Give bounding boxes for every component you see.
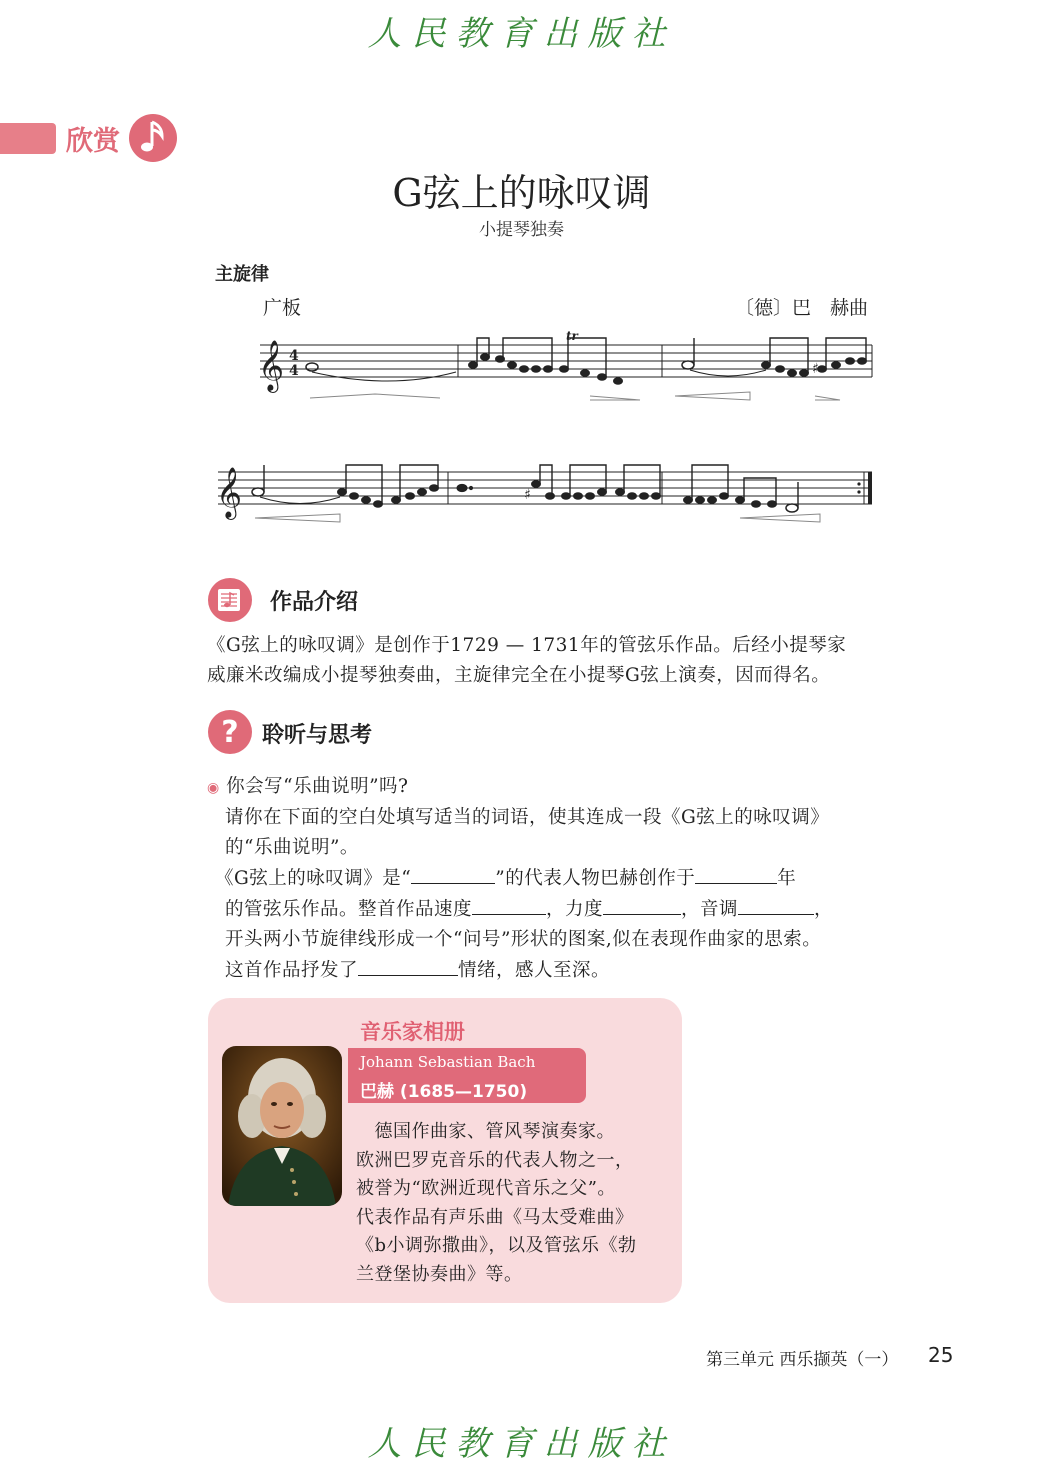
publisher-header: 人民教育出版社	[367, 14, 676, 54]
question-icon	[207, 709, 253, 755]
card-title: 音乐家相册	[360, 1020, 465, 1044]
music-score-icon	[207, 577, 253, 623]
question-text: 你会写“乐曲说明”吗?	[226, 776, 409, 797]
page-number: 25	[928, 1343, 954, 1367]
bio-line: 代表作品有声乐曲《马太受难曲》	[356, 1206, 634, 1228]
question-line	[207, 772, 907, 803]
tempo-marking: 广板	[263, 297, 302, 319]
melody-label: 主旋律	[215, 264, 269, 285]
svg-text:?: ?	[221, 715, 239, 750]
svg-text:♯: ♯	[524, 487, 531, 503]
blank-dynamics[interactable]	[603, 894, 681, 915]
composer-credit: 〔德〕巴 赫曲	[735, 297, 869, 319]
svg-text:4: 4	[289, 348, 299, 364]
fill-line: 这首作品抒发了 情绪，感人至深。	[207, 955, 907, 986]
bio-line: 欧洲巴罗克音乐的代表人物之一，	[356, 1149, 634, 1171]
bio-line: 兰登堡协奏曲》等。	[356, 1263, 523, 1285]
intro-paragraph	[207, 631, 897, 691]
musician-name-cn: 巴赫 (1685—1750)	[360, 1082, 528, 1102]
bio-line: 德国作曲家、管风琴演奏家。	[356, 1121, 615, 1142]
unit-title: 第三单元 西乐撷英（一）	[706, 1350, 899, 1370]
section-label: 欣赏	[66, 126, 120, 157]
svg-text:♯: ♯	[812, 361, 819, 377]
svg-text:𝄞: 𝄞	[216, 467, 243, 518]
subtitle: 小提琴独奏	[479, 220, 564, 240]
svg-text:4: 4	[289, 363, 299, 379]
music-score	[200, 320, 890, 540]
fill-line: 的管弦乐作品。整首作品速度 ，力度 ，音调 ，	[207, 894, 907, 925]
svg-text:tr: tr	[566, 329, 578, 343]
svg-text:𝄞: 𝄞	[258, 340, 285, 391]
intro-heading: 作品介绍	[270, 590, 359, 615]
intro-line: 《G弦上的咏叹调》是创作于1729 — 1731年的管弦乐作品。后经小提琴家	[207, 635, 847, 656]
listen-heading: 聆听与思考	[262, 723, 373, 748]
section-bar	[0, 123, 56, 154]
music-note-icon	[128, 112, 178, 164]
listen-section	[207, 772, 907, 986]
instruction-line: 的“乐曲说明”。	[225, 837, 359, 858]
bullet-icon: ◉	[207, 780, 220, 796]
blank-tempo[interactable]	[472, 894, 546, 915]
publisher-footer: 人民教育出版社	[367, 1424, 676, 1464]
fill-line: 开头两小节旋律线形成一个“问号”形状的图案,似在表现作曲家的思索。	[225, 929, 822, 950]
bio-line: 被誉为“欧洲近现代音乐之父”。	[356, 1178, 616, 1199]
bio-line: 《b小调弥撒曲》，以及管弦乐《勃	[356, 1235, 637, 1256]
instruction-line: 请你在下面的空白处填写适当的词语，使其连成一段《G弦上的咏叹调》	[225, 807, 830, 828]
musician-name-en: Johann Sebastian Bach	[360, 1053, 536, 1071]
blank-tone[interactable]	[738, 894, 814, 915]
bach-portrait	[222, 1046, 342, 1206]
blank-emotion[interactable]	[358, 955, 458, 976]
blank-year[interactable]	[695, 863, 777, 884]
page-title: G弦上的咏叹调	[392, 171, 651, 215]
intro-line: 威廉米改编成小提琴独奏曲，主旋律完全在小提琴G弦上演奏，因而得名。	[207, 665, 831, 686]
fill-line: 《G弦上的咏叹调》是“ ”的代表人物巴赫创作于 年	[207, 863, 907, 894]
musician-bio	[356, 1118, 676, 1289]
blank-genre[interactable]	[411, 863, 495, 884]
